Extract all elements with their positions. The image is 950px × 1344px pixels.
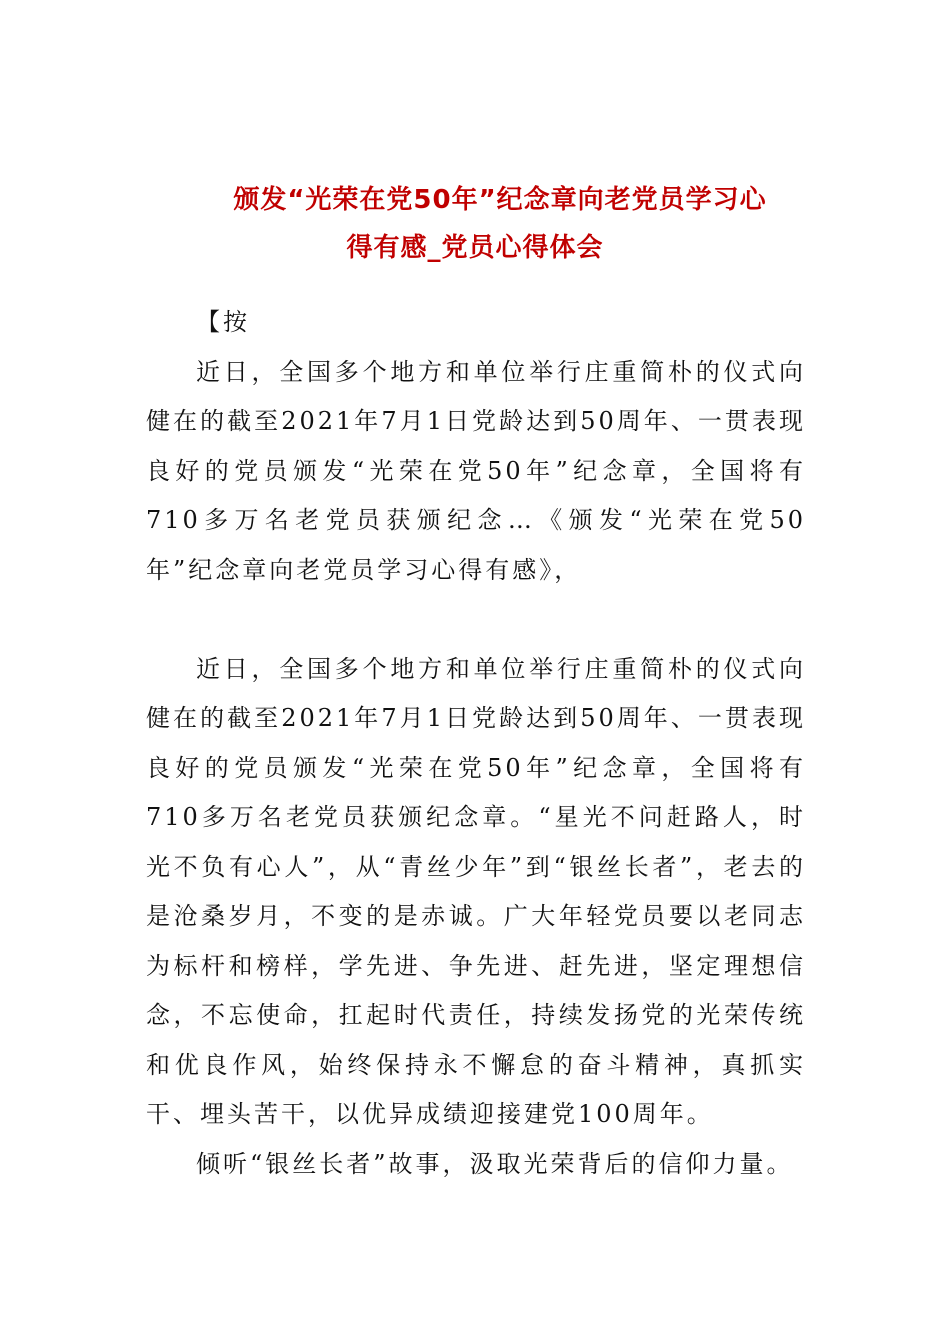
paragraph-note: 【按 [196,308,250,336]
paragraph-summary: 近日，全国多个地方和单位举行庄重简朴的仪式向健在的截至2021年7月1日党龄达到50周年、一贯表现良好的党员颁发“光荣在党50年”纪念章，全国将有710多万名老党员获颁纪念…《颁发“光荣在党50年”纪念章向老党员学习心得有感》， [146,357,806,584]
document-body [146,298,806,1189]
paragraph-closing: 倾听“银丝长者”故事，汲取光荣背后的信仰力量。 [196,1149,794,1178]
document-title [140,176,810,272]
paragraph-main: 近日，全国多个地方和单位举行庄重简朴的仪式向健在的截至2021年7月1日党龄达到50周年、一贯表现良好的党员颁发“光荣在党50年”纪念章，全国将有710多万名老党员获颁纪念章。“星光不问赶路人，时光不负有心人”，从“青丝少年”到“银丝长者”，老去的是沧桑岁月，不变的是赤诚。广大年轻党员要以老同志为标杆和榜样，学先进、争先进、赶先进，坚定理想信念，不忘使命，扛起时代责任，持续发扬党的光荣传统和优良作风，始终保持永不懈怠的奋斗精神，真抓实干、埋头苦干，以优异成绩迎接建党100周年。 [146,654,806,1128]
title-line-1: 颁发“光荣在党50年”纪念章向老党员学习心 [233,185,767,215]
title-line-2: 得有感_党员心得体会 [346,233,604,263]
